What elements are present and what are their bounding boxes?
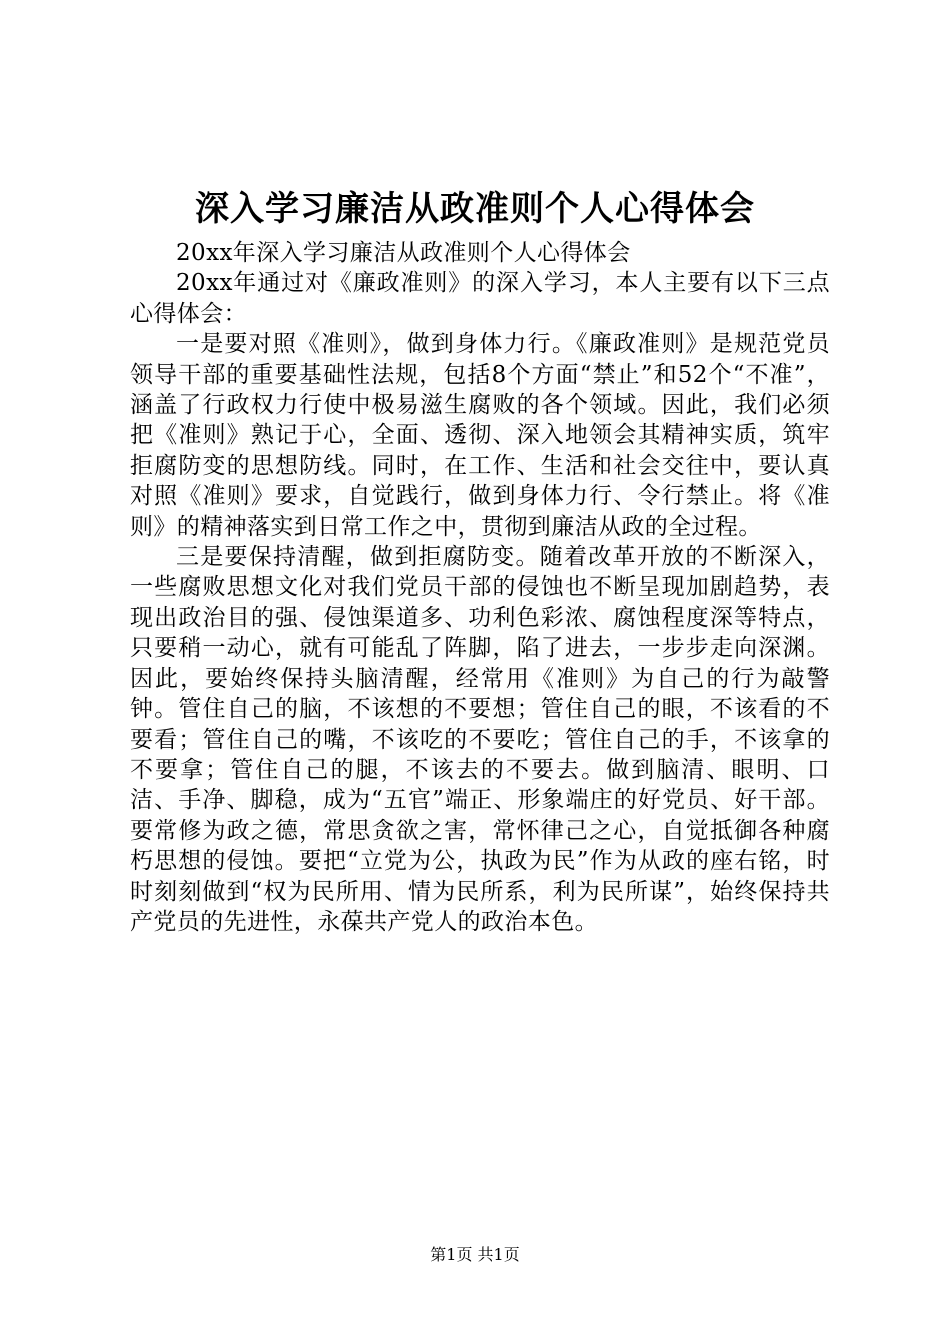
paragraph-point-three: 三是要保持清醒，做到拒腐防变。随着改革开放的不断深入，一些腐败思想文化对我们党员干部的侵蚀也不断呈现加剧趋势，表现出政治目的强、侵蚀渠道多、功利色彩浓、腐蚀程度深等特点，只要稍一动心，就有可能乱了阵脚，陷了进去，一步步走向深渊。因此，要始终保持头脑清醒，经常用《准则》为自己的行为敲警钟。管住自己的脑，不该想的不要想；管住自己的眼，不该看的不要看；管住自己的嘴，不该吃的不要吃；管住自己的手，不该拿的不要拿；管住自己的腿，不该去的不要去。做到脑清、眼明、口洁、手净、脚稳，成为“五官”端正、形象端庄的好党员、好干部。要常修为政之德，常思贪欲之害，常怀律己之心，自觉抵御各种腐朽思想的侵蚀。要把“立党为公，执政为民”作为从政的座右铭，时时刻刻做到“权为民所用、情为民所系，利为民所谋”，始终保持共产党员的先进性，永葆共产党人的政治本色。 [130,544,830,935]
paragraph-intro: 20xx年通过对《廉政准则》的深入学习，本人主要有以下三点心得体会： [130,270,830,327]
paragraph-subtitle: 20xx年深入学习廉洁从政准则个人心得体会 [176,240,631,266]
paragraph-point-one: 一是要对照《准则》，做到身体力行。《廉政准则》是规范党员领导干部的重要基础性法规，包括8个方面“禁止”和52个“不准”，涵盖了行政权力行使中极易滋生腐败的各个领域。因此，我们必须把《准则》熟记于心，全面、透彻、深入地领会其精神实质，筑牢拒腐防变的思想防线。同时，在工作、生活和社会交往中，要认真对照《准则》要求，自觉践行，做到身体力行、令行禁止。将《准则》的精神落实到日常工作之中，贯彻到廉洁从政的全过程。 [130,331,830,540]
page-number-footer: 第1页 共1页 [430,1245,520,1264]
document-title: 深入学习廉洁从政准则个人心得体会 [195,189,755,229]
document-body [130,238,830,937]
